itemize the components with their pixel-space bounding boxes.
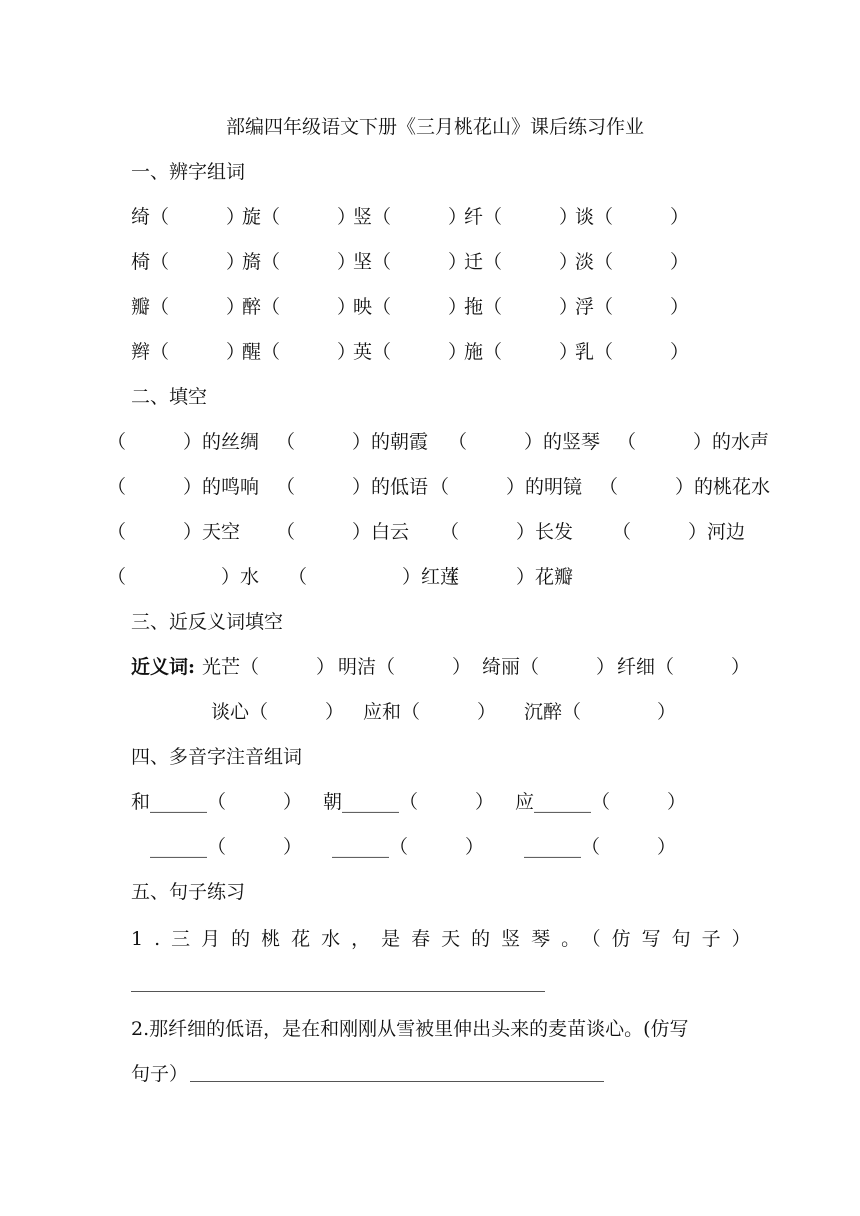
word-item: 拖（ ） [464,296,579,318]
synonym-item: 应和（ ） [363,701,497,723]
polyphone-item: 朝______（ ） [323,791,495,813]
question-2-line-1: 2.那纤细的低语，是在和刚刚从雪被里伸出头来的麦苗谈心。(仿写 [131,1018,689,1040]
word-item: 瓣（ ） [131,296,246,318]
section-heading-3: 三、近反义词填空 [131,611,284,633]
polyphone-item: ______（ ） [524,836,677,858]
word-item: 淡（ ） [575,251,690,273]
word-item: 坚（ ） [353,251,468,273]
fill-item: （ ）的桃花水 [599,476,771,498]
polyphone-item: ______（ ） [150,836,303,858]
word-item: 乳（ ） [575,341,690,363]
answer-line-1 [131,991,545,992]
word-item: 绮（ ） [131,206,246,228]
synonym-item: 绮丽（ ） [482,656,616,678]
word-item: 辫（ ） [131,341,246,363]
word-item: 旖（ ） [242,251,357,273]
word-item: 椅（ ） [131,251,246,273]
question-2-line-2: 句子） [131,1063,189,1085]
fill-item: （ ）的明镜 [430,476,583,498]
word-item: 施（ ） [464,341,579,363]
synonym-item: 明洁（ ） [338,656,472,678]
synonym-label: 近义词: [131,656,196,678]
fill-item: （ ）水 [107,566,260,588]
fill-item: （ ）河边 [612,521,746,543]
synonym-item: 谈心（ ） [211,701,345,723]
fill-item: （ ）的丝绸 [107,431,260,453]
answer-line-2 [190,1081,604,1082]
fill-item: （ ）白云 [276,521,410,543]
word-item: 谈（ ） [575,206,690,228]
word-item: 醉（ ） [242,296,357,318]
fill-item: （ ）的水声 [617,431,770,453]
fill-item: （ ）的竖琴 [448,431,601,453]
fill-item: （ ）长发 [440,521,574,543]
section-heading-5: 五、句子练习 [131,881,246,903]
synonym-item: 纤细（ ） [617,656,751,678]
polyphone-item: 和______（ ） [131,791,303,813]
fill-item: （ ）红莲 [288,566,460,588]
fill-item: （ ）天空 [107,521,241,543]
word-item: 旋（ ） [242,206,357,228]
page-title: 部编四年级语文下册《三月桃花山》课后练习作业 [225,116,644,138]
word-item: 竖（ ） [353,206,468,228]
synonym-item: 光芒（ ） [202,656,336,678]
section-heading-4: 四、多音字注音组词 [131,746,303,768]
section-heading-1: 一、辨字组词 [131,161,246,183]
word-item: 醒（ ） [242,341,357,363]
polyphone-item: 应______（ ） [515,791,687,813]
word-item: 映（ ） [353,296,468,318]
word-item: 浮（ ） [575,296,690,318]
word-item: 英（ ） [353,341,468,363]
word-item: 纤（ ） [464,206,579,228]
section-heading-2: 二、填空 [131,386,208,408]
fill-item: （ ）的低语 [276,476,429,498]
fill-item: （ ）的朝霞 [276,431,429,453]
fill-item: （ ）花瓣 [440,566,574,588]
word-item: 迁（ ） [464,251,579,273]
fill-item: （ ）的鸣响 [107,476,260,498]
synonym-item: 沉醉（ ） [524,701,677,723]
question-1: 1.三月的桃花水，是春天的竖琴。（仿写句子） [131,928,762,950]
polyphone-item: ______（ ） [332,836,485,858]
